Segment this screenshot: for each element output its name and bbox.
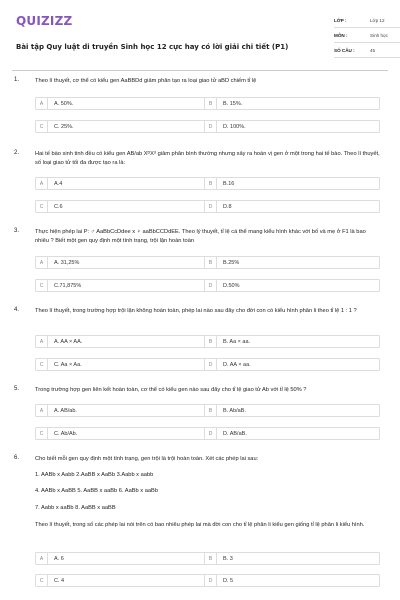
- question-text-continued: Theo lí thuyết, trong số các phép lai nói trên có bao nhiêu phép lai mà đời con cho tỉ lệ phân li kiểu gen giống tỉ lệ phân li kiểu hình.: [35, 522, 365, 528]
- option-text: A. 50%.: [54, 100, 74, 107]
- option-d[interactable]: [204, 200, 380, 213]
- cross-list-line: 7. Aabb x aaBb 8. AaBB x aaBB: [35, 505, 116, 511]
- meta-row-subject: [334, 28, 400, 43]
- option-text: A. 6: [54, 555, 64, 562]
- option-b[interactable]: [204, 177, 380, 190]
- option-letter: C: [36, 575, 48, 586]
- meta-row-count: [334, 43, 400, 58]
- option-text: D.50%: [223, 282, 240, 289]
- option-d[interactable]: [204, 358, 380, 371]
- option-letter: A: [36, 257, 48, 268]
- option-b[interactable]: [204, 256, 380, 269]
- option-letter: B: [205, 336, 217, 347]
- option-a[interactable]: [35, 335, 211, 348]
- option-b[interactable]: [204, 335, 380, 348]
- quizizz-logo: QUIZIZZ: [16, 14, 73, 28]
- meta-label: SỐ CÂU :: [334, 47, 355, 53]
- option-a[interactable]: [35, 256, 211, 269]
- option-letter: A: [36, 336, 48, 347]
- question-text: Hai tế bào sinh tinh đều có kiểu gen AB/ab XᴰXᵈ giảm phân bình thường nhưng xảy ra hoán vị gen ở một trong hai tế bào. Theo lí thuyết, số loại giao tử tối đa được tạo ra là:: [35, 151, 380, 166]
- meta-value: Sinh học: [370, 32, 388, 38]
- option-letter: C: [36, 121, 48, 132]
- option-text: A. AA × AA.: [54, 338, 83, 345]
- worksheet-meta: [334, 13, 400, 58]
- option-text: C. Ab/Ab.: [54, 430, 78, 437]
- question-text: Cho biết mỗi gen quy định một tính trạng, gen trội là trội hoàn toàn. Xét các phép lai sau:: [35, 456, 259, 462]
- option-d[interactable]: [204, 279, 380, 292]
- option-text: B.16: [223, 180, 235, 187]
- option-letter: D: [205, 428, 217, 439]
- cross-list-line: 4. AABb x AaBB 5. AaBB x aaBb 6. AaBb x aaBb: [35, 488, 158, 494]
- option-c[interactable]: [35, 120, 211, 133]
- question-number: 5.: [14, 386, 20, 392]
- option-letter: B: [205, 178, 217, 189]
- option-letter: C: [36, 359, 48, 370]
- option-d[interactable]: [204, 574, 380, 587]
- option-letter: A: [36, 178, 48, 189]
- option-text: A. 31,25%: [54, 259, 80, 266]
- option-c[interactable]: [35, 200, 211, 213]
- option-c[interactable]: [35, 427, 211, 440]
- option-d[interactable]: [204, 120, 380, 133]
- question-text: Trong trường hợp gen liên kết hoàn toàn, cơ thể có kiểu gen nào sau đây cho tỉ lệ giao tử Ab với tỉ lệ 50% ?: [35, 387, 307, 393]
- question-text: Theo lí thuyết, trong trường hợp trội lặn không hoàn toàn, phép lai nào sau đây cho đời con có kiểu hình phân li theo tỉ lệ 1 : 1 ?: [35, 308, 357, 314]
- option-text: C. Aa × Aa.: [54, 361, 82, 368]
- option-text: B. 15%.: [223, 100, 243, 107]
- option-text: D. 100%.: [223, 123, 246, 130]
- option-text: D. 5: [223, 577, 234, 584]
- option-text: B. Ab/aB.: [223, 407, 246, 414]
- meta-row-grade: [334, 13, 400, 28]
- question-number: 6.: [14, 455, 20, 461]
- option-text: A.4: [54, 180, 63, 187]
- option-letter: C: [36, 428, 48, 439]
- question-number: 1.: [14, 77, 20, 83]
- meta-value: 45: [370, 47, 376, 53]
- question-number: 4.: [14, 307, 20, 313]
- option-a[interactable]: [35, 97, 211, 110]
- option-c[interactable]: [35, 358, 211, 371]
- header-divider: [12, 70, 388, 71]
- option-letter: B: [205, 98, 217, 109]
- option-text: C.6: [54, 203, 63, 210]
- option-letter: C: [36, 280, 48, 291]
- option-c[interactable]: [35, 574, 211, 587]
- option-c[interactable]: [35, 279, 211, 292]
- option-letter: B: [205, 553, 217, 564]
- question-number: 3.: [14, 228, 20, 234]
- option-a[interactable]: [35, 552, 211, 565]
- option-letter: D: [205, 359, 217, 370]
- option-letter: C: [36, 201, 48, 212]
- option-letter: B: [205, 257, 217, 268]
- option-text: B.25%: [223, 259, 240, 266]
- question-text: Thực hiện phép lai P: ♂ AaBbCcDdee x ♀ aaBbCCDdEE. Theo lý thuyết, tỉ lệ cá thể mang kiểu hình khác với bố và mẹ ở F1 là bao nhiêu ? Biết một gen quy định một tính trạng, trội lặn hoàn toàn: [35, 229, 366, 244]
- option-letter: A: [36, 405, 48, 416]
- option-letter: A: [36, 553, 48, 564]
- question-number: 2.: [14, 150, 20, 156]
- option-b[interactable]: [204, 552, 380, 565]
- option-text: B. 3: [223, 555, 233, 562]
- option-text: D.8: [223, 203, 232, 210]
- option-text: B. Aa × aa.: [223, 338, 251, 345]
- option-a[interactable]: [35, 404, 211, 417]
- cross-list-line: 1. AABb x Aabb 2.AaBB x AaBb 3.Aabb x aabb: [35, 472, 154, 478]
- option-letter: D: [205, 201, 217, 212]
- meta-label: LỚP :: [334, 17, 347, 23]
- option-text: D. AA × aa.: [223, 361, 251, 368]
- option-text: D. AB/aB.: [223, 430, 247, 437]
- option-text: A. AB/ab.: [54, 407, 77, 414]
- meta-label: MÔN :: [334, 32, 348, 38]
- worksheet-header: [12, 10, 388, 68]
- page-title: Bài tập Quy luật di truyền Sinh học 12 cực hay có lời giải chi tiết (P1): [16, 43, 289, 51]
- option-d[interactable]: [204, 427, 380, 440]
- option-text: C. 25%.: [54, 123, 74, 130]
- option-b[interactable]: [204, 404, 380, 417]
- option-text: C. 4: [54, 577, 65, 584]
- option-letter: D: [205, 121, 217, 132]
- option-a[interactable]: [35, 177, 211, 190]
- option-text: C.71,875%: [54, 282, 82, 289]
- option-letter: D: [205, 280, 217, 291]
- meta-value: Lớp 12: [370, 17, 385, 23]
- option-letter: B: [205, 405, 217, 416]
- option-b[interactable]: [204, 97, 380, 110]
- option-letter: A: [36, 98, 48, 109]
- question-text: Theo lí thuyết, cơ thể có kiểu gen AaBBDd giảm phân tạo ra loại giao tử aBD chiếm tỉ lệ: [35, 78, 257, 84]
- option-letter: D: [205, 575, 217, 586]
